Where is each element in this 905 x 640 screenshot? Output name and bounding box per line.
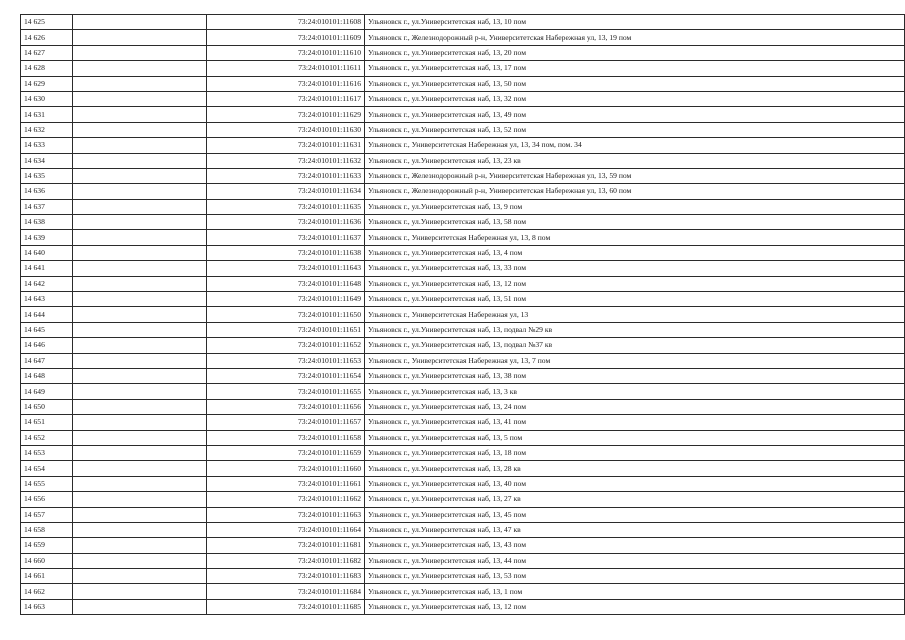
row-number-cell: 14 637 [21, 199, 73, 214]
cadastral-number-cell: 73:24:010101:11633 [207, 168, 365, 183]
cadastral-number-cell: 73:24:010101:11685 [207, 599, 365, 614]
row-number-cell: 14 657 [21, 507, 73, 522]
row-number-cell: 14 627 [21, 45, 73, 60]
address-cell: Ульяновск г., Университетская Набережная ул, 13, 34 пом, пом. 34 [365, 138, 905, 153]
table-row [21, 415, 905, 430]
row-number-cell: 14 631 [21, 107, 73, 122]
cadastral-number-cell: 73:24:010101:11681 [207, 538, 365, 553]
empty-cell [73, 430, 207, 445]
cadastral-number-cell: 73:24:010101:11637 [207, 230, 365, 245]
address-cell: Ульяновск г., ул.Университетская наб, 13, 45 пом [365, 507, 905, 522]
row-number-cell: 14 661 [21, 569, 73, 584]
row-number-cell: 14 644 [21, 307, 73, 322]
empty-cell [73, 353, 207, 368]
cadastral-number-cell: 73:24:010101:11635 [207, 199, 365, 214]
cadastral-number-cell: 73:24:010101:11664 [207, 522, 365, 537]
address-cell: Ульяновск г., ул.Университетская наб, 13, 12 пом [365, 599, 905, 614]
table-row [21, 45, 905, 60]
empty-cell [73, 399, 207, 414]
address-cell: Ульяновск г., ул.Университетская наб, 13, 32 пом [365, 91, 905, 106]
table-row [21, 384, 905, 399]
empty-cell [73, 338, 207, 353]
address-cell: Ульяновск г., ул.Университетская наб, 13, 38 пом [365, 368, 905, 383]
row-number-cell: 14 650 [21, 399, 73, 414]
address-cell: Ульяновск г., ул.Университетская наб, 13, 4 пом [365, 245, 905, 260]
empty-cell [73, 461, 207, 476]
address-cell: Ульяновск г., ул.Университетская наб, 13, 18 пом [365, 445, 905, 460]
empty-cell [73, 599, 207, 614]
table-row [21, 599, 905, 614]
table-row [21, 322, 905, 337]
row-number-cell: 14 638 [21, 215, 73, 230]
row-number-cell: 14 632 [21, 122, 73, 137]
table-body [21, 15, 905, 615]
address-cell: Ульяновск г., ул.Университетская наб, 13, 23 кв [365, 153, 905, 168]
row-number-cell: 14 654 [21, 461, 73, 476]
cadastral-number-cell: 73:24:010101:11683 [207, 569, 365, 584]
table-row [21, 553, 905, 568]
row-number-cell: 14 636 [21, 184, 73, 199]
empty-cell [73, 245, 207, 260]
table-row [21, 569, 905, 584]
table-row [21, 584, 905, 599]
cadastral-number-cell: 73:24:010101:11661 [207, 476, 365, 491]
row-number-cell: 14 656 [21, 492, 73, 507]
empty-cell [73, 507, 207, 522]
empty-cell [73, 522, 207, 537]
cadastral-number-cell: 73:24:010101:11610 [207, 45, 365, 60]
address-cell: Ульяновск г., ул.Университетская наб, 13, 58 пом [365, 215, 905, 230]
empty-cell [73, 230, 207, 245]
table-row [21, 61, 905, 76]
address-cell: Ульяновск г., Железнодорожный р-н, Университетская Набережная ул, 13, 60 пом [365, 184, 905, 199]
row-number-cell: 14 662 [21, 584, 73, 599]
cadastral-number-cell: 73:24:010101:11617 [207, 91, 365, 106]
row-number-cell: 14 630 [21, 91, 73, 106]
empty-cell [73, 215, 207, 230]
address-cell: Ульяновск г., ул.Университетская наб, 13, 1 пом [365, 584, 905, 599]
empty-cell [73, 476, 207, 491]
address-cell: Ульяновск г., ул.Университетская наб, 13, 27 кв [365, 492, 905, 507]
address-cell: Ульяновск г., ул.Университетская наб, 13, 20 пом [365, 45, 905, 60]
table-row [21, 522, 905, 537]
table-row [21, 430, 905, 445]
empty-cell [73, 138, 207, 153]
cadastral-number-cell: 73:24:010101:11650 [207, 307, 365, 322]
address-cell: Ульяновск г., Университетская Набережная ул, 13 [365, 307, 905, 322]
cadastral-number-cell: 73:24:010101:11629 [207, 107, 365, 122]
property-register-table [20, 14, 905, 615]
table-row [21, 76, 905, 91]
cadastral-number-cell: 73:24:010101:11651 [207, 322, 365, 337]
empty-cell [73, 76, 207, 91]
cadastral-number-cell: 73:24:010101:11636 [207, 215, 365, 230]
table-row [21, 538, 905, 553]
address-cell: Ульяновск г., ул.Университетская наб, 13, 12 пом [365, 276, 905, 291]
cadastral-number-cell: 73:24:010101:11655 [207, 384, 365, 399]
empty-cell [73, 569, 207, 584]
cadastral-number-cell: 73:24:010101:11611 [207, 61, 365, 76]
address-cell: Ульяновск г., ул.Университетская наб, 13, 40 пом [365, 476, 905, 491]
address-cell: Ульяновск г., ул.Университетская наб, 13, 9 пом [365, 199, 905, 214]
address-cell: Ульяновск г., ул.Университетская наб, 13, 10 пом [365, 15, 905, 30]
address-cell: Ульяновск г., ул.Университетская наб, 13, 33 пом [365, 261, 905, 276]
table-row [21, 353, 905, 368]
cadastral-number-cell: 73:24:010101:11632 [207, 153, 365, 168]
table-row [21, 153, 905, 168]
empty-cell [73, 492, 207, 507]
cadastral-number-cell: 73:24:010101:11684 [207, 584, 365, 599]
row-number-cell: 14 658 [21, 522, 73, 537]
table-row [21, 492, 905, 507]
address-cell: Ульяновск г., ул.Университетская наб, 13, 41 пом [365, 415, 905, 430]
table-row [21, 338, 905, 353]
cadastral-number-cell: 73:24:010101:11649 [207, 292, 365, 307]
row-number-cell: 14 649 [21, 384, 73, 399]
row-number-cell: 14 663 [21, 599, 73, 614]
row-number-cell: 14 645 [21, 322, 73, 337]
address-cell: Ульяновск г., Университетская Набережная ул, 13, 7 пом [365, 353, 905, 368]
table-row [21, 507, 905, 522]
cadastral-number-cell: 73:24:010101:11659 [207, 445, 365, 460]
address-cell: Ульяновск г., ул.Университетская наб, 13, подвал №37 кв [365, 338, 905, 353]
cadastral-number-cell: 73:24:010101:11654 [207, 368, 365, 383]
empty-cell [73, 61, 207, 76]
empty-cell [73, 384, 207, 399]
cadastral-number-cell: 73:24:010101:11652 [207, 338, 365, 353]
empty-cell [73, 107, 207, 122]
row-number-cell: 14 641 [21, 261, 73, 276]
table-row [21, 107, 905, 122]
table-row [21, 261, 905, 276]
cadastral-number-cell: 73:24:010101:11660 [207, 461, 365, 476]
row-number-cell: 14 640 [21, 245, 73, 260]
address-cell: Ульяновск г., ул.Университетская наб, 13, 49 пом [365, 107, 905, 122]
empty-cell [73, 584, 207, 599]
table-row [21, 15, 905, 30]
table-row [21, 122, 905, 137]
table-row [21, 168, 905, 183]
row-number-cell: 14 643 [21, 292, 73, 307]
empty-cell [73, 292, 207, 307]
cadastral-number-cell: 73:24:010101:11657 [207, 415, 365, 430]
row-number-cell: 14 652 [21, 430, 73, 445]
address-cell: Ульяновск г., ул.Университетская наб, 13, подвал №29 кв [365, 322, 905, 337]
empty-cell [73, 276, 207, 291]
empty-cell [73, 91, 207, 106]
row-number-cell: 14 659 [21, 538, 73, 553]
address-cell: Ульяновск г., ул.Университетская наб, 13, 51 пом [365, 292, 905, 307]
empty-cell [73, 199, 207, 214]
table-row [21, 399, 905, 414]
address-cell: Ульяновск г., ул.Университетская наб, 13, 43 пом [365, 538, 905, 553]
empty-cell [73, 445, 207, 460]
address-cell: Ульяновск г., Железнодорожный р-н, Университетская Набережная ул, 13, 19 пом [365, 30, 905, 45]
row-number-cell: 14 633 [21, 138, 73, 153]
row-number-cell: 14 655 [21, 476, 73, 491]
table-row [21, 199, 905, 214]
row-number-cell: 14 625 [21, 15, 73, 30]
cadastral-number-cell: 73:24:010101:11638 [207, 245, 365, 260]
row-number-cell: 14 628 [21, 61, 73, 76]
empty-cell [73, 538, 207, 553]
cadastral-number-cell: 73:24:010101:11643 [207, 261, 365, 276]
cadastral-number-cell: 73:24:010101:11663 [207, 507, 365, 522]
row-number-cell: 14 639 [21, 230, 73, 245]
address-cell: Ульяновск г., ул.Университетская наб, 13, 47 кв [365, 522, 905, 537]
empty-cell [73, 168, 207, 183]
table-row [21, 184, 905, 199]
empty-cell [73, 307, 207, 322]
cadastral-number-cell: 73:24:010101:11653 [207, 353, 365, 368]
empty-cell [73, 415, 207, 430]
row-number-cell: 14 648 [21, 368, 73, 383]
address-cell: Ульяновск г., ул.Университетская наб, 13, 3 кв [365, 384, 905, 399]
row-number-cell: 14 653 [21, 445, 73, 460]
row-number-cell: 14 626 [21, 30, 73, 45]
cadastral-number-cell: 73:24:010101:11609 [207, 30, 365, 45]
address-cell: Ульяновск г., ул.Университетская наб, 13, 24 пом [365, 399, 905, 414]
table-row [21, 215, 905, 230]
table-row [21, 368, 905, 383]
row-number-cell: 14 642 [21, 276, 73, 291]
cadastral-number-cell: 73:24:010101:11648 [207, 276, 365, 291]
empty-cell [73, 184, 207, 199]
cadastral-number-cell: 73:24:010101:11616 [207, 76, 365, 91]
table-row [21, 476, 905, 491]
address-cell: Ульяновск г., Железнодорожный р-н, Университетская Набережная ул, 13, 59 пом [365, 168, 905, 183]
address-cell: Ульяновск г., ул.Университетская наб, 13, 28 кв [365, 461, 905, 476]
row-number-cell: 14 651 [21, 415, 73, 430]
table-row [21, 445, 905, 460]
address-cell: Ульяновск г., ул.Университетская наб, 13, 17 пом [365, 61, 905, 76]
cadastral-number-cell: 73:24:010101:11682 [207, 553, 365, 568]
address-cell: Ульяновск г., ул.Университетская наб, 13, 52 пом [365, 122, 905, 137]
empty-cell [73, 368, 207, 383]
cadastral-number-cell: 73:24:010101:11630 [207, 122, 365, 137]
address-cell: Ульяновск г., Университетская Набережная ул, 13, 8 пом [365, 230, 905, 245]
table-row [21, 461, 905, 476]
cadastral-number-cell: 73:24:010101:11634 [207, 184, 365, 199]
address-cell: Ульяновск г., ул.Университетская наб, 13, 53 пом [365, 569, 905, 584]
empty-cell [73, 553, 207, 568]
address-cell: Ульяновск г., ул.Университетская наб, 13, 50 пом [365, 76, 905, 91]
table-row [21, 276, 905, 291]
cadastral-number-cell: 73:24:010101:11662 [207, 492, 365, 507]
row-number-cell: 14 634 [21, 153, 73, 168]
address-cell: Ульяновск г., ул.Университетская наб, 13, 5 пом [365, 430, 905, 445]
empty-cell [73, 261, 207, 276]
row-number-cell: 14 660 [21, 553, 73, 568]
empty-cell [73, 322, 207, 337]
cadastral-number-cell: 73:24:010101:11658 [207, 430, 365, 445]
table-row [21, 245, 905, 260]
row-number-cell: 14 629 [21, 76, 73, 91]
table-row [21, 91, 905, 106]
table-row [21, 30, 905, 45]
table-row [21, 292, 905, 307]
cadastral-number-cell: 73:24:010101:11656 [207, 399, 365, 414]
table-row [21, 307, 905, 322]
empty-cell [73, 45, 207, 60]
table-row [21, 138, 905, 153]
cadastral-number-cell: 73:24:010101:11631 [207, 138, 365, 153]
row-number-cell: 14 646 [21, 338, 73, 353]
row-number-cell: 14 647 [21, 353, 73, 368]
empty-cell [73, 153, 207, 168]
row-number-cell: 14 635 [21, 168, 73, 183]
empty-cell [73, 30, 207, 45]
address-cell: Ульяновск г., ул.Университетская наб, 13, 44 пом [365, 553, 905, 568]
empty-cell [73, 15, 207, 30]
cadastral-number-cell: 73:24:010101:11608 [207, 15, 365, 30]
table-row [21, 230, 905, 245]
empty-cell [73, 122, 207, 137]
